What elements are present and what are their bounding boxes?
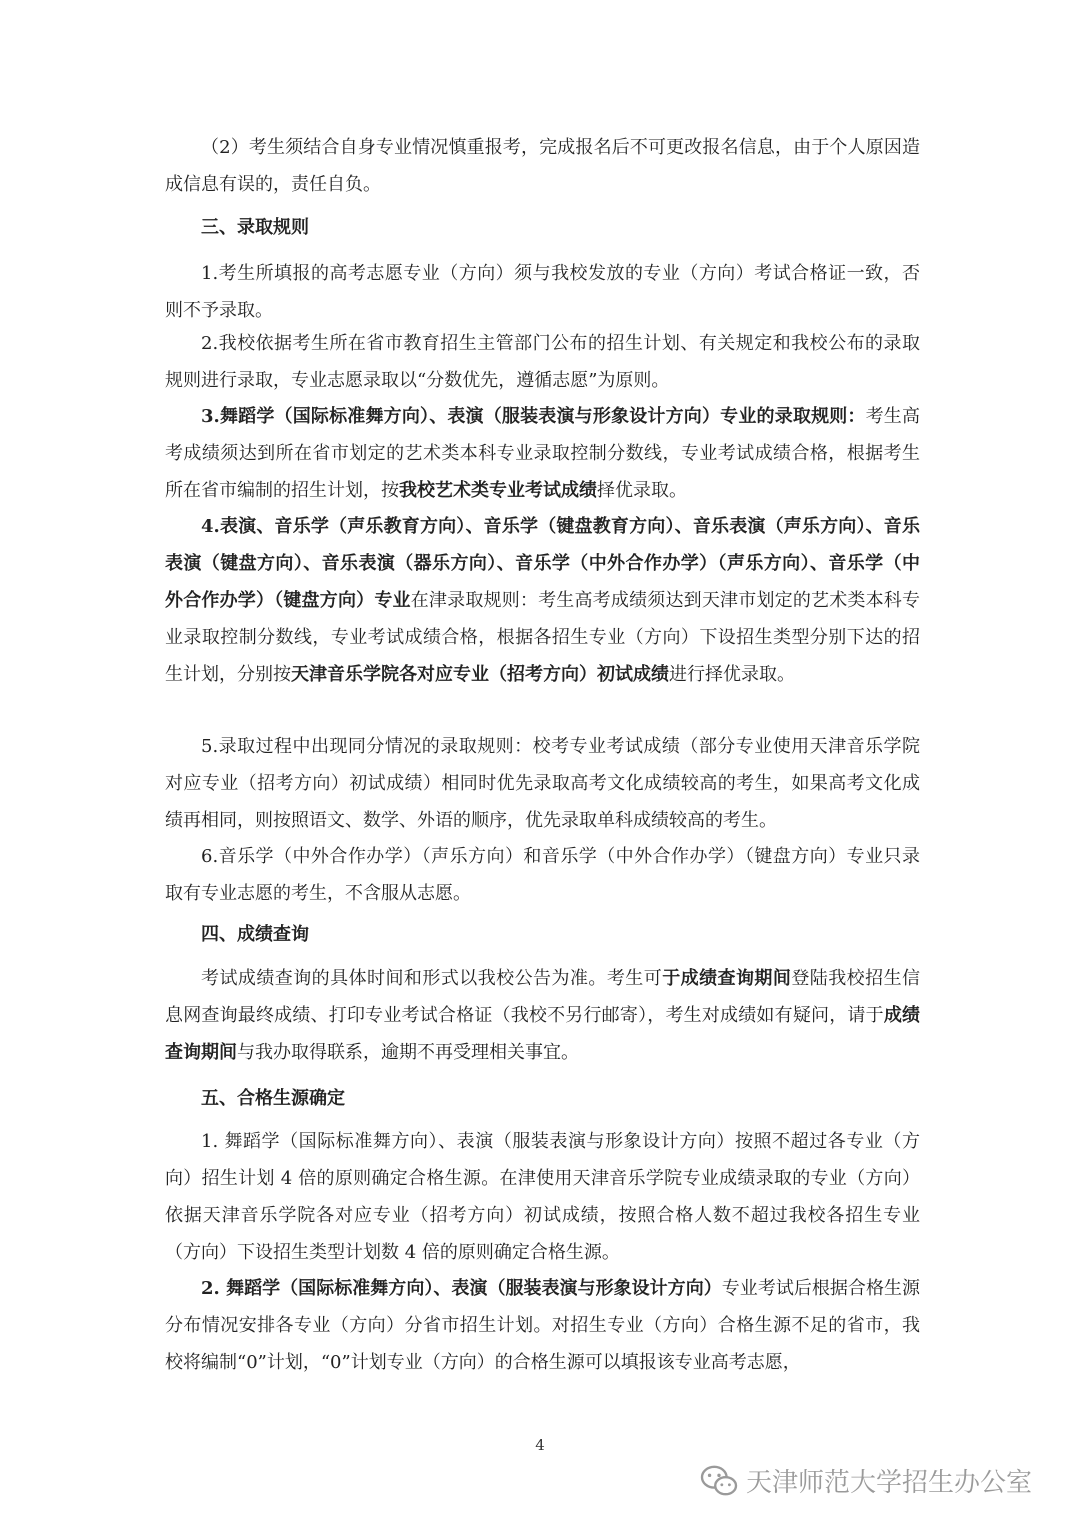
source-rule-1: 1. 舞蹈学（国际标准舞方向）、表演（服装表演与形象设计方向）按照不超过各专业（方向）招生计划 4 倍的原则确定合格生源。在津使用天津音乐学院专业成绩录取的专业（方向）依据天津音乐学院各对应专业（招考方向）初试成绩，按照合格人数不超过我校各招生专业（方向）下设招生类型计划数 4 倍的原则确定合格生源。 bbox=[165, 1131, 920, 1263]
paragraph-2-note: （2）考生须结合自身专业情况慎重报考，完成报名后不可更改报名信息，由于个人原因造成信息有误的，责任自负。 bbox=[165, 137, 920, 195]
watermark-text: 天津师范大学招生办公室 bbox=[746, 1468, 1033, 1498]
score-query-paragraph: 考试成绩查询的具体时间和形式以我校公告为准。考生可于成绩查询期间登陆我校招生信息网查询最终成绩、打印专业考试合格证（我校不另行邮寄），考生对成绩如有疑问，请于成绩查询期间与我办取得联系，逾期不再受理相关事宜。 bbox=[165, 968, 921, 1063]
heading-admission-rules: 三、录取规则 bbox=[201, 217, 309, 238]
heading-score-query: 四、成绩查询 bbox=[201, 924, 309, 945]
rule-1: 1.考生所填报的高考志愿专业（方向）须与我校发放的专业（方向）考试合格证一致，否则不予录取。 bbox=[165, 263, 920, 321]
watermark bbox=[700, 1462, 1032, 1499]
source-rule-2: 2. 舞蹈学（国际标准舞方向）、表演（服装表演与形象设计方向）专业考试后根据合格生源分布情况安排各专业（方向）分省市招生计划。对招生专业（方向）合格生源不足的省市，我校将编制“0”计划，“0”计划专业（方向）的合格生源可以填报该专业高考志愿， bbox=[165, 1278, 921, 1373]
rule-5: 5.录取过程中出现同分情况的录取规则：校考专业考试成绩（部分专业使用天津音乐学院对应专业（招考方向）初试成绩）相同时优先录取高考文化成绩较高的考生，如果高考文化成绩再相同，则按照语文、数学、外语的顺序，优先录取单科成绩较高的考生。 bbox=[165, 736, 920, 831]
wechat-icon bbox=[700, 1464, 738, 1498]
rule-4: 4.表演、音乐学（声乐教育方向）、音乐学（键盘教育方向）、音乐表演（声乐方向）、音乐表演（键盘方向）、音乐表演（器乐方向）、音乐学（中外合作办学）（声乐方向）、音乐学（中外合作办学）（键盘方向）专业在津录取规则：考生高考成绩须达到天津市划定的艺术类本科专业录取控制分数线，专业考试成绩合格，根据各招生专业（方向）下设招生类型分别下达的招生计划，分别按天津音乐学院各对应专业（招考方向）初试成绩进行择优录取。 bbox=[165, 516, 920, 685]
heading-qualified-sources: 五、合格生源确定 bbox=[201, 1088, 345, 1109]
rule-3: 3.舞蹈学（国际标准舞方向）、表演（服装表演与形象设计方向）专业的录取规则：考生高考成绩须达到所在省市划定的艺术类本科专业录取控制分数线，专业考试成绩合格，根据考生所在省市编制的招生计划，按我校艺术类专业考试成绩择优录取。 bbox=[165, 406, 920, 501]
rule-2: 2.我校依据考生所在省市教育招生主管部门公布的招生计划、有关规定和我校公布的录取规则进行录取，专业志愿录取以“分数优先，遵循志愿”为原则。 bbox=[165, 333, 920, 391]
page-number: 4 bbox=[535, 1436, 545, 1454]
rule-6: 6.音乐学（中外合作办学）（声乐方向）和音乐学（中外合作办学）（键盘方向）专业只录取有专业志愿的考生，不含服从志愿。 bbox=[165, 846, 920, 904]
